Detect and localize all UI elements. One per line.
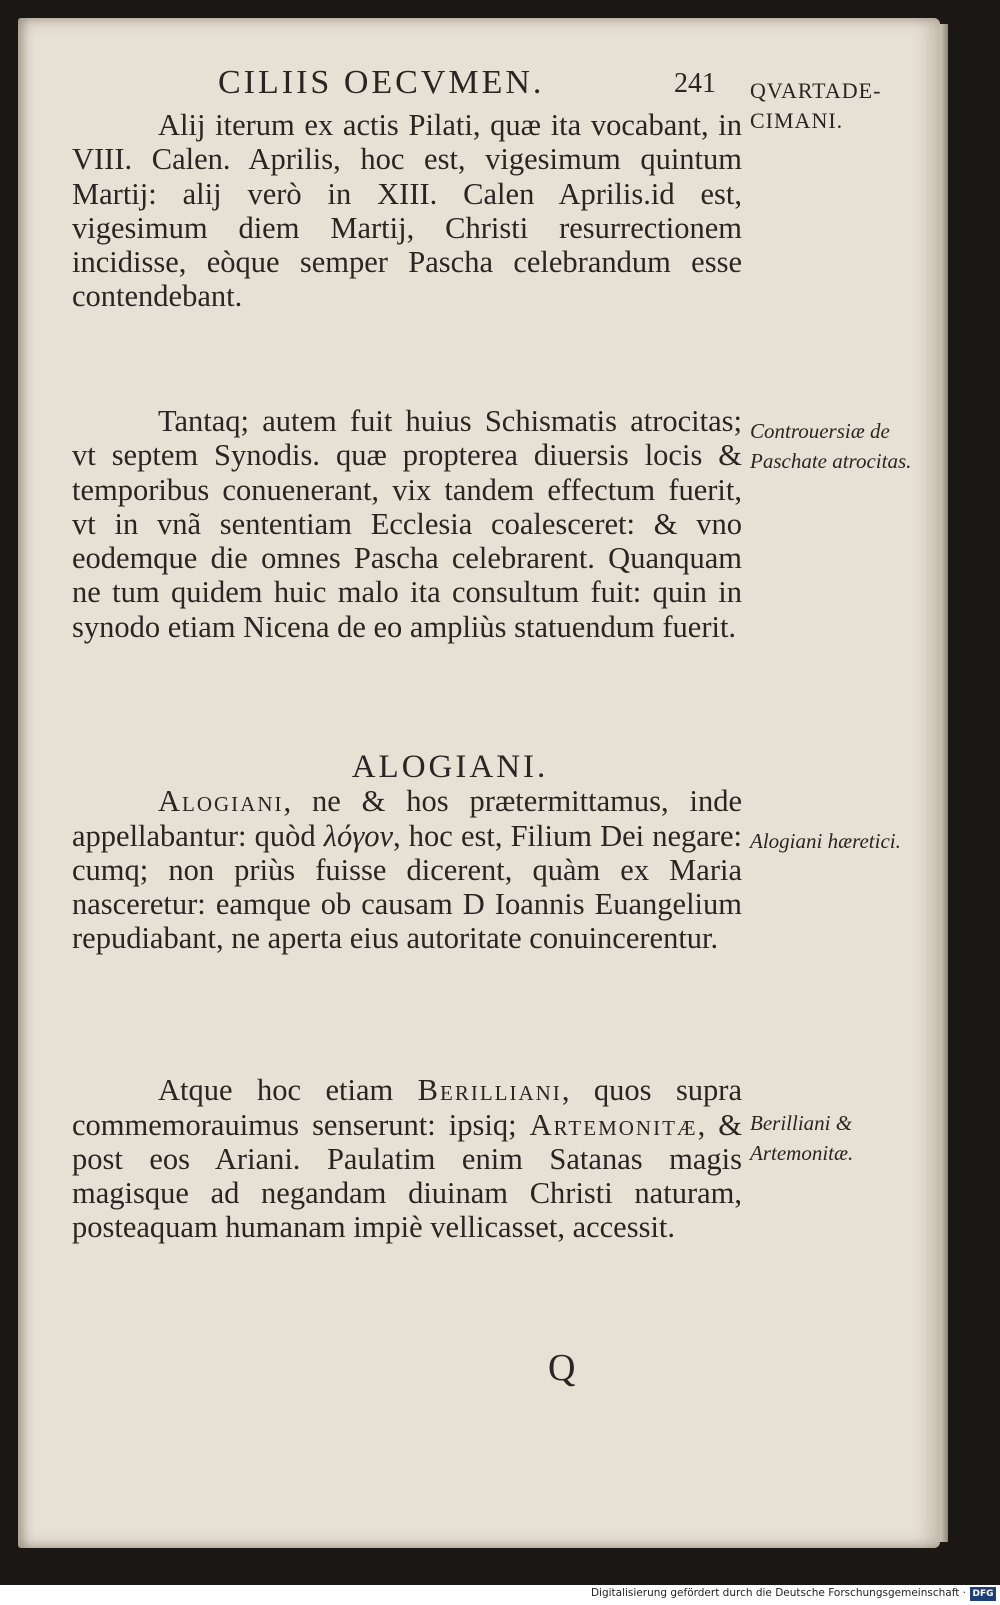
sect-name-berilliani: Berilliani [417, 1073, 562, 1108]
footer-bar [0, 1585, 1000, 1605]
section-heading: ALOGIANI. [351, 749, 549, 785]
digitization-credit: Digitalisierung gefördert durch die Deutsche Forschungsgemeinschaft · [590, 1587, 966, 1599]
main-text-block [72, 108, 742, 1353]
running-title: CILIIS OECVMEN. [218, 64, 545, 101]
running-head [198, 58, 738, 106]
paragraph-4-text-a: Atque hoc etiam [158, 1073, 418, 1108]
paragraph-3-text-a: , ne & hos prætermittamus, inde appellabantur: quòd [72, 784, 742, 853]
paragraph-3 [72, 784, 742, 1059]
paragraph-4-text-b: , quos supra commemorauimus senserunt: ipsiq; [72, 1073, 743, 1142]
sect-name-artemonitae: Artemonitæ [529, 1107, 698, 1142]
paragraph-1: Alij iterum ex actis Pilati, quæ ita vocabant, in VIII. Calen. Aprilis, hoc est, vigesimum quintum Martij: alij verò in XIII. Calen Aprilis.id est, vigesimum diem Martij, Christi resurrectionem incidisse, eòque semper Pascha celebrandum esse contendebant. [72, 108, 742, 314]
paragraph-3-text-b: , hoc est, Filium Dei negare: cumq; non priùs fuisse dicerent, quàm ex Maria nasceretur: eamque ob causam D Ioannis Euangelium repudiabant, ne aperta eius autoritate conuincerentur. [72, 818, 742, 956]
page-number: 241 [674, 68, 716, 99]
margin-note-3: Alogiani hæretici. [750, 829, 901, 853]
margin-note-1: QVARTADE- CIMANI. [750, 78, 882, 133]
paragraph-2: Tantaq; autem fuit huius Schismatis atrocitas; vt septem Synodis. quæ propterea diuersis locis & temporibus conuenerant, vix tandem effectum fuerit, vt in vnã sententiam Ecclesia coalesceret: & vno eodemque die omnes Pascha celebrarent. Quanquam ne tum quidem huic malo ita consultum fuit: quin in synodo etiam Nicena de eo ampliùs statuendum fuerit. [72, 404, 742, 644]
dfg-logo-icon: DFG [970, 1587, 996, 1601]
margin-note-4: Berilliani & Artemonitæ. [750, 1111, 854, 1165]
paragraph-4-text-c: , & post eos Ariani. Paulatim enim Satanas magis magisque ad negandam diuinam Christi naturam, posteaquam humanam impiè vellicasset, accessit. [72, 1107, 743, 1245]
greek-word: λόγον [323, 818, 393, 853]
book-page [18, 18, 940, 1548]
lead-word: Alogiani [158, 784, 284, 819]
margin-note-2: Controuersiæ de Paschate atrocitas. [750, 419, 912, 473]
page-edge [940, 24, 948, 1542]
paragraph-4 [72, 1073, 742, 1353]
catchword: Q [548, 1347, 576, 1389]
